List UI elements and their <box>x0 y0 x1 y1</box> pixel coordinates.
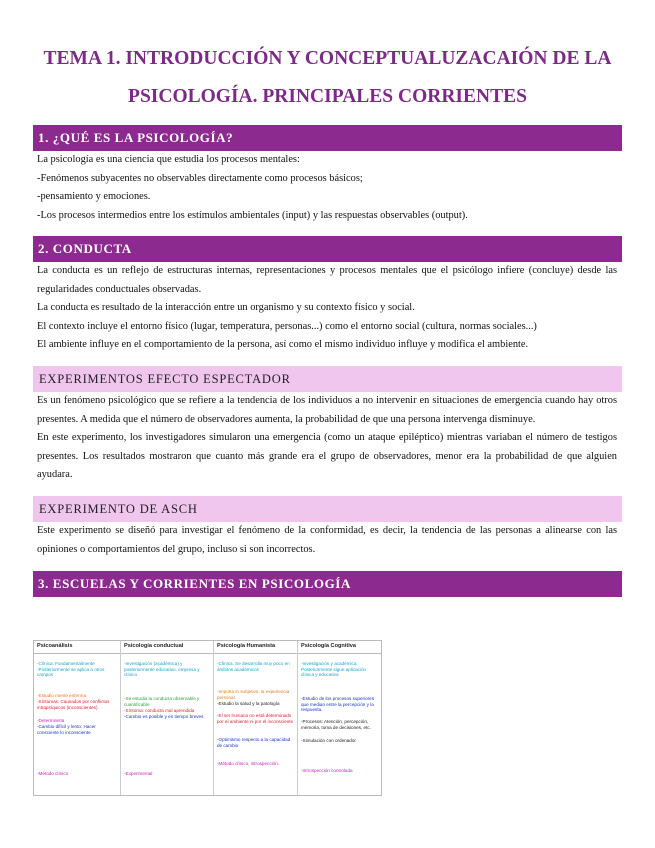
paragraph: -Los procesos intermedios entre los estímulos ambientales (input) y las respuestas observables (output). <box>37 209 468 221</box>
section-heading-efecto-espectador: EXPERIMENTOS EFECTO ESPECTADOR <box>33 366 622 392</box>
table-column-conductual <box>121 641 214 795</box>
table-column-cognitiva <box>298 641 381 795</box>
table-header: Psicología Cognitiva <box>298 641 381 654</box>
section-body-efecto-espectador <box>37 392 617 485</box>
table-cell: -Cambio difícil y lento: Hacer consciente lo inconsciente <box>37 724 96 735</box>
table-cell: -Se estudia la conducta observable y cuantificable <box>124 696 200 707</box>
paragraph: En este experimento, los investigadores simularon una emergencia (como un ataque epiléptico) mientras variaban el número de testigos presentes. Los resultados mostraron que cuanto más grande era el grupo de observadores, menor era la probabilidad de que alguien ayudara. <box>37 432 617 480</box>
table-cell: -Optimismo respecto a la capacidad de cambio <box>217 737 291 748</box>
table-cell: -Estudio mente enferma <box>37 693 87 698</box>
table-cell: -Estudio la salud y la patología <box>217 701 280 706</box>
table-column-psicoanalisis <box>34 641 121 795</box>
table-column-humanista <box>214 641 298 795</box>
paragraph: Este experimento se diseñó para investigar el fenómeno de la conformidad, es decir, la tendencia de las personas a alinearse con las opiniones o comportamientos del grupo, incluso si son incorrectos. <box>37 525 617 555</box>
table-cell: -Investigación y académica. Posteriormente sigue aplicación clínica y educativa <box>301 661 367 678</box>
table-cell: -Estudio de los procesos superiores que median entre la percepción y la respuesta. <box>301 696 375 713</box>
section-body-conducta <box>37 262 617 355</box>
table-cell: -Investigación (académica) y posteriormente educativo, empresa y clínico <box>124 661 200 678</box>
paragraph: El ambiente influye en el comportamiento de la persona, así como el mismo individuo influye y modifica el ambiente. <box>37 339 529 350</box>
document-title: TEMA 1. INTRODUCCIÓN Y CONCEPTUALUZACAIÓN DE LA PSICOLOGÍA. PRINCIPALES CORRIENTES <box>43 48 612 107</box>
table-cell: -Determinista <box>37 718 65 723</box>
paragraph: -Fenómenos subyacentes no observables directamente como procesos básicos; <box>37 172 363 184</box>
paragraph: La conducta es un reflejo de estructuras internas, representaciones y procesos mentales que el psicólogo infiere (concluye) desde las regularidades conductuales observadas. <box>37 265 617 295</box>
table-cell: -Método clínico, introspección. <box>217 761 280 766</box>
section-heading-que-es: 1. ¿QUÉ ES LA PSICOLOGÍA? <box>33 125 622 151</box>
table-cell: -Simulación con ordenador <box>301 738 356 743</box>
table-cell: -Clínica. Fundamentalmente -Posteriormente se aplica a otros campos <box>37 661 105 678</box>
section-body-asch <box>37 522 617 559</box>
paragraph: El contexto incluye el entorno físico (lugar, temperatura, personas...) como el entorno social (cultura, normas sociales...) <box>37 320 537 332</box>
table-cell: -Procesos: Atención, percepción, memoria, toma de decisiones, etc. <box>301 719 371 730</box>
table-cell: -Clínica. Se desarrolla muy poco en ámbitos académicos <box>217 661 290 672</box>
paragraph: -pensamiento y emociones. <box>37 191 151 202</box>
paragraph: Es un fenómeno psicológico que se refiere a la tendencia de los individuos a no intervenir en situaciones de emergencia cuando hay otros presentes. A medida que el número de observadores aumenta, la probabilidad de que una persona intervenga disminuye. <box>37 395 617 425</box>
section-heading-conducta: 2. CONDUCTA <box>33 236 622 262</box>
table-cell: -Importa lo subjetivo, la experiencia personal <box>217 689 290 700</box>
table-cell: -Método clínico <box>37 771 69 776</box>
table-cell: -Introspección controlada <box>301 768 353 773</box>
table-cell: -Experimental <box>124 771 153 776</box>
table-header: Psicología Humanista <box>214 641 297 654</box>
paragraph: La psicología es una ciencia que estudia los procesos mentales: <box>37 154 300 165</box>
section-heading-escuelas: 3. ESCUELAS Y CORRIENTES EN PSICOLOGÍA <box>33 571 622 597</box>
table-cell: -Síntoma: conducta mal aprendida <box>124 708 195 713</box>
table-cell: -Cambio es posible y en tiempo breves <box>124 714 204 719</box>
section-heading-asch: EXPERIMENTO DE ASCH <box>33 496 622 522</box>
table-cell: -Síntomas: Causados por conflictos intrapsíquicos (inconscientes) <box>37 699 110 710</box>
paragraph: La conducta es resultado de la interacción entre un organismo y su contexto físico y social. <box>37 302 415 313</box>
section-body-que-es <box>37 151 617 225</box>
schools-comparison-table <box>33 640 382 796</box>
table-header: Psicología conductual <box>121 641 213 654</box>
table-header: Psicoanálisis <box>34 641 120 654</box>
table-cell: -El ser humano no está determinado por el ambiente ni por el inconsciente <box>217 713 294 724</box>
